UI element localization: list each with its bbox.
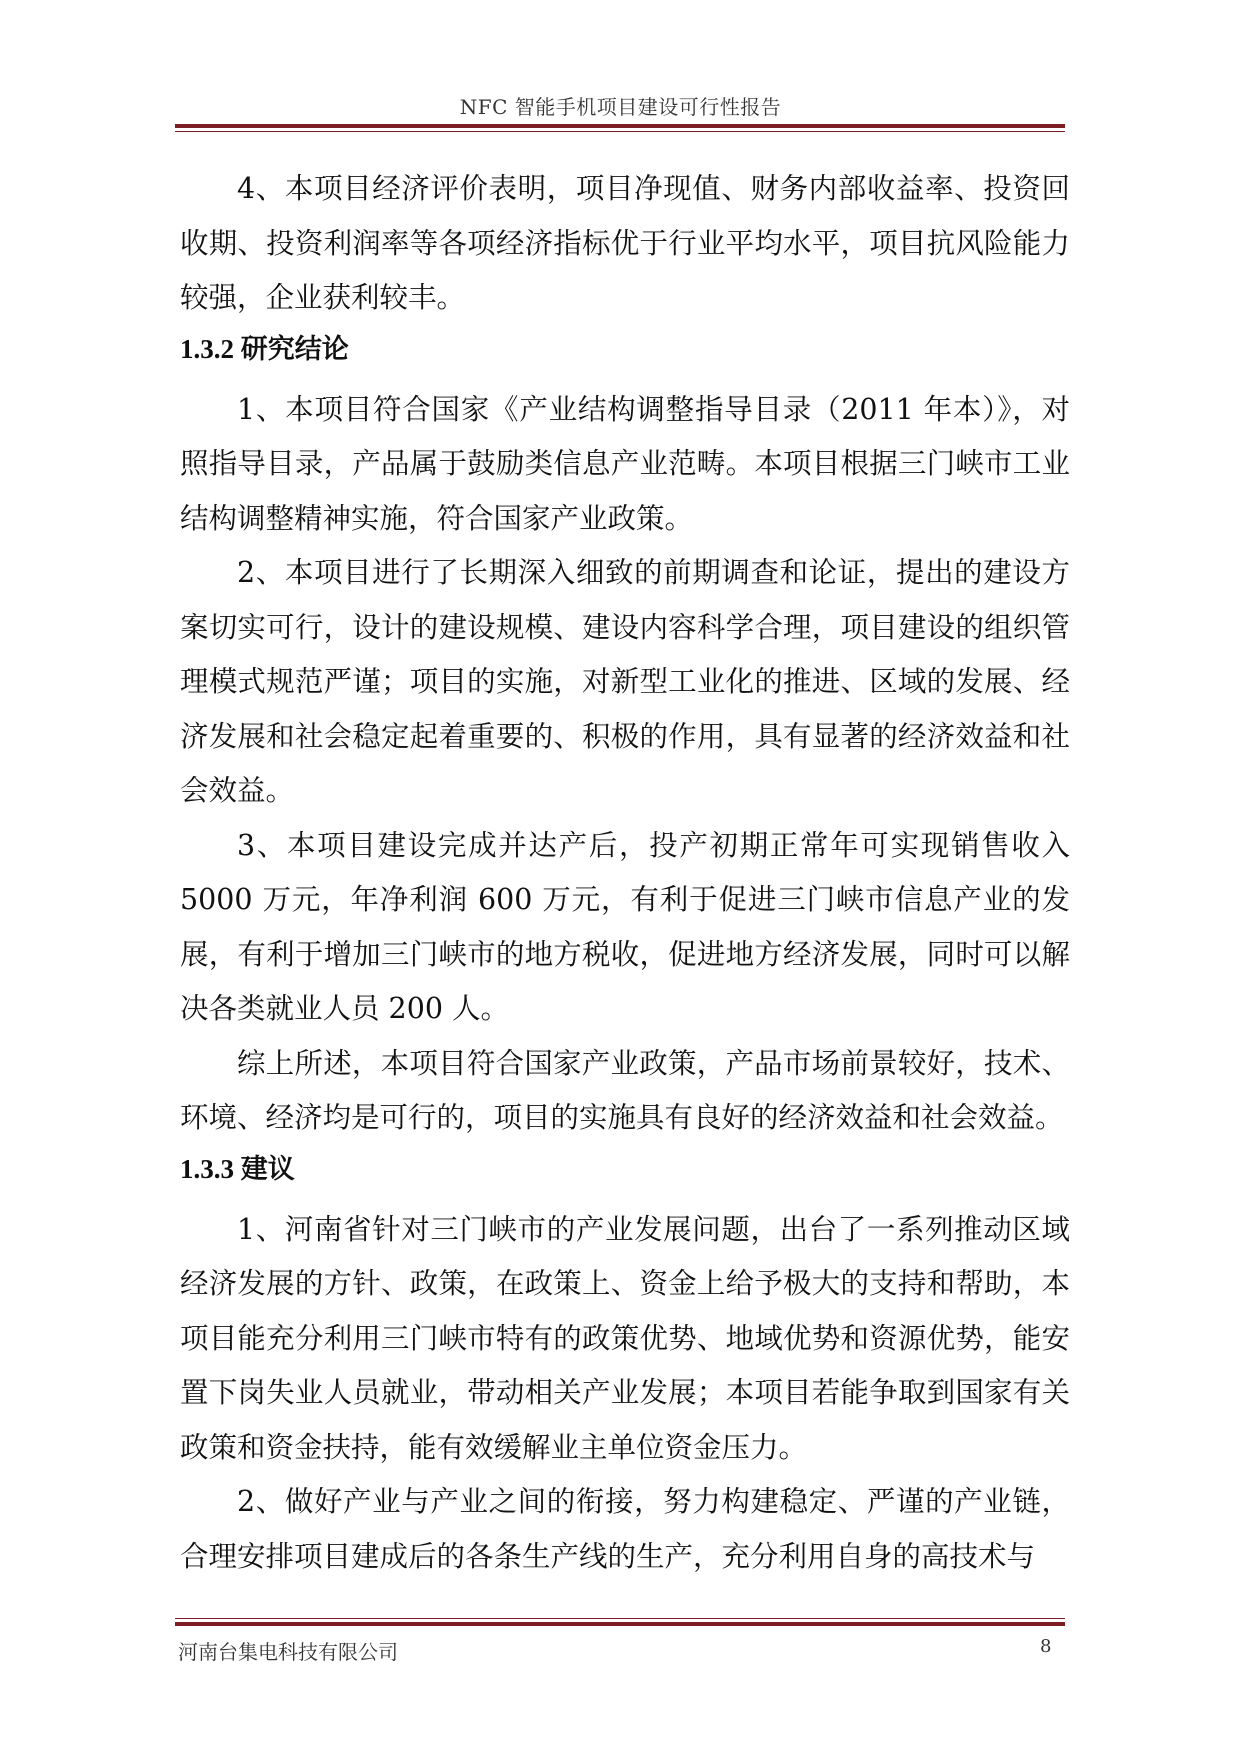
footer-rule-thick <box>175 1622 1065 1626</box>
section-heading-suggestions: 1.3.3 建议 <box>180 1153 295 1184</box>
header-rule-thick <box>175 124 1065 128</box>
page-header-title: NFC 智能手机项目建设可行性报告 <box>459 95 782 119</box>
paragraph-conclusion-3: 3、本项目建设完成并达产后，投产初期正常年可实现销售收入5000 万元，年净利润 600 万元，有利于促进三门峡市信息产业的发展，有利于增加三门峡市的地方税收，促进地方经济发展，同时可以解决各类就业人员 200 人。 <box>180 828 1070 1025</box>
footer-rule-thin <box>175 1618 1065 1619</box>
paragraph-summary: 综上所述，本项目符合国家产业政策，产品市场前景较好，技术、环境、经济均是可行的，项目的实施具有良好的经济效益和社会效益。 <box>180 1046 1070 1134</box>
paragraph-suggestion-1: 1、河南省针对三门峡市的产业发展问题，出台了一系列推动区域经济发展的方针、政策，在政策上、资金上给予极大的支持和帮助，本项目能充分利用三门峡市特有的政策优势、地域优势和资源优势，能安置下岗失业人员就业，带动相关产业发展；本项目若能争取到国家有关政策和资金扶持，能有效缓解业主单位资金压力。 <box>180 1212 1070 1464</box>
page-number: 8 <box>1040 1636 1052 1657</box>
document-body <box>180 162 1070 1584</box>
paragraph-conclusion-2: 2、本项目进行了长期深入细致的前期调查和论证，提出的建设方案切实可行，设计的建设规模、建设内容科学合理，项目建设的组织管理模式规范严谨；项目的实施，对新型工业化的推进、区域的发展、经济发展和社会稳定起着重要的、积极的作用，具有显著的经济效益和社会效益。 <box>180 556 1070 807</box>
footer-company-name: 河南台集电科技有限公司 <box>178 1640 398 1664</box>
header-rule-thin <box>175 131 1065 132</box>
paragraph-economic-evaluation: 4、本项目经济评价表明，项目净现值、财务内部收益率、投资回收期、投资利润率等各项经济指标优于行业平均水平，项目抗风险能力较强，企业获利较丰。 <box>180 172 1070 314</box>
paragraph-conclusion-1: 1、本项目符合国家《产业结构调整指导目录（2011 年本）》，对照指导目录，产品属于鼓励类信息产业范畴。本项目根据三门峡市工业结构调整精神实施，符合国家产业政策。 <box>180 392 1070 535</box>
section-heading-research-conclusion: 1.3.2 研究结论 <box>180 333 349 364</box>
paragraph-suggestion-2: 2、做好产业与产业之间的衔接，努力构建稳定、严谨的产业链，合理安排项目建成后的各条生产线的生产，充分利用自身的高技术与 <box>180 1485 1070 1573</box>
